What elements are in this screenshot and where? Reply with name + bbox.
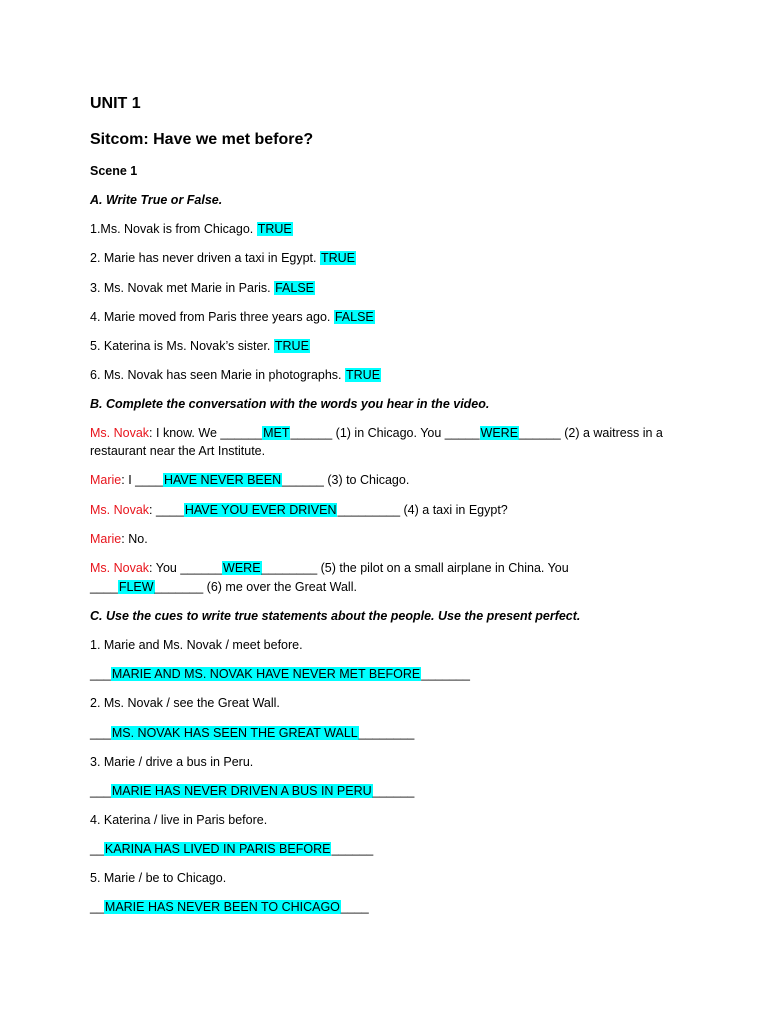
dialogue-continuation: restaurant near the Art Institute. [90, 444, 266, 458]
blank: __ [90, 900, 104, 914]
answer-highlight: KARINA HAS LIVED IN PARIS BEFORE [104, 842, 331, 856]
cue-item: 4. Katerina / live in Paris before. [90, 813, 268, 827]
section-b-instruction: B. Complete the conversation with the words you hear in the video. [90, 397, 490, 411]
item-text: 1.Ms. Novak is from Chicago. [90, 222, 257, 236]
item-text: 6. Ms. Novak has seen Marie in photographs. [90, 368, 345, 382]
dialogue-line [90, 560, 569, 576]
speaker-name: Ms. Novak [90, 426, 150, 440]
speaker-name: Ms. Novak [90, 503, 150, 517]
statement-answer [90, 841, 373, 857]
answer-highlight: TRUE [346, 368, 381, 382]
cue-item: 3. Marie / drive a bus in Peru. [90, 755, 254, 769]
dialogue-text: : ____ [149, 503, 184, 517]
true-false-item [90, 280, 315, 296]
dialogue-text: _______ (6) me over the Great Wall. [154, 580, 357, 594]
answer-highlight: MARIE HAS NEVER BEEN TO CHICAGO [104, 900, 340, 914]
answer-highlight: TRUE [257, 222, 292, 236]
statement-answer [90, 783, 414, 799]
dialogue-line [90, 531, 148, 547]
dialogue-text: ______ (2) a waitress in a [519, 426, 663, 440]
item-text: 2. Marie has never driven a taxi in Egypt. [90, 251, 320, 265]
item-text: 5. Katerina is Ms. Novak’s sister. [90, 339, 274, 353]
answer-highlight: FALSE [334, 310, 374, 324]
blank: ______ [372, 784, 415, 798]
true-false-item [90, 367, 381, 383]
section-a-instruction: A. Write True or False. [90, 193, 223, 207]
speaker-name: Ms. Novak [90, 561, 150, 575]
speaker-name: Marie [90, 473, 122, 487]
dialogue-text: : You ______ [149, 561, 223, 575]
cue-item: 2. Ms. Novak / see the Great Wall. [90, 696, 280, 710]
dialogue-line [90, 425, 663, 441]
dialogue-text: _________ (4) a taxi in Egypt? [337, 503, 508, 517]
answer-highlight: FALSE [275, 281, 314, 295]
speaker-name: Marie [90, 532, 122, 546]
dialogue-text: ____ [90, 580, 118, 594]
answer-highlight: MARIE HAS NEVER DRIVEN A BUS IN PERU [111, 784, 372, 798]
answer-highlight: HAVE NEVER BEEN [163, 473, 282, 487]
answer-highlight: MET [263, 426, 290, 440]
dialogue-text: ______ (3) to Chicago. [282, 473, 410, 487]
blank: ______ [331, 842, 374, 856]
item-text: 3. Ms. Novak met Marie in Paris. [90, 281, 275, 295]
dialogue-continuation [90, 579, 357, 595]
cue-item: 5. Marie / be to Chicago. [90, 871, 227, 885]
answer-highlight: TRUE [320, 251, 356, 265]
dialogue-text: ________ (5) the pilot on a small airplane in China. You [261, 561, 569, 575]
blank: ___ [90, 667, 111, 681]
answer-highlight: MS. NOVAK HAS SEEN THE GREAT WALL [111, 726, 358, 740]
scene-label: Scene 1 [90, 164, 138, 178]
dialogue-text: : I ____ [121, 473, 163, 487]
blank: __ [90, 842, 104, 856]
statement-answer [90, 899, 369, 915]
section-c-instruction: C. Use the cues to write true statements about the people. Use the present perfect. [90, 609, 581, 623]
item-text: 4. Marie moved from Paris three years ago. [90, 310, 334, 324]
statement-answer [90, 666, 470, 682]
dialogue-text: : No. [121, 532, 148, 546]
answer-highlight: MARIE AND MS. NOVAK HAVE NEVER MET BEFORE [111, 667, 421, 681]
answer-highlight: WERE [223, 561, 261, 575]
true-false-item [90, 309, 375, 325]
dialogue-line [90, 502, 508, 518]
answer-highlight: FLEW [118, 580, 154, 594]
dialogue-text: : I know. We ______ [149, 426, 263, 440]
answer-highlight: WERE [480, 426, 519, 440]
true-false-item [90, 338, 310, 354]
answer-highlight: HAVE YOU EVER DRIVEN [184, 503, 337, 517]
answer-highlight: TRUE [274, 339, 309, 353]
true-false-item [90, 250, 356, 266]
blank: _______ [421, 667, 470, 681]
dialogue-line [90, 472, 409, 488]
sitcom-title: Sitcom: Have we met before? [90, 131, 314, 148]
blank: ___ [90, 784, 111, 798]
blank: ________ [358, 726, 415, 740]
dialogue-text: ______ (1) in Chicago. You _____ [290, 426, 480, 440]
cue-item: 1. Marie and Ms. Novak / meet before. [90, 638, 303, 652]
true-false-item [90, 221, 293, 237]
blank: ___ [90, 726, 111, 740]
blank: ____ [340, 900, 369, 914]
unit-title: UNIT 1 [90, 95, 141, 112]
statement-answer [90, 725, 414, 741]
